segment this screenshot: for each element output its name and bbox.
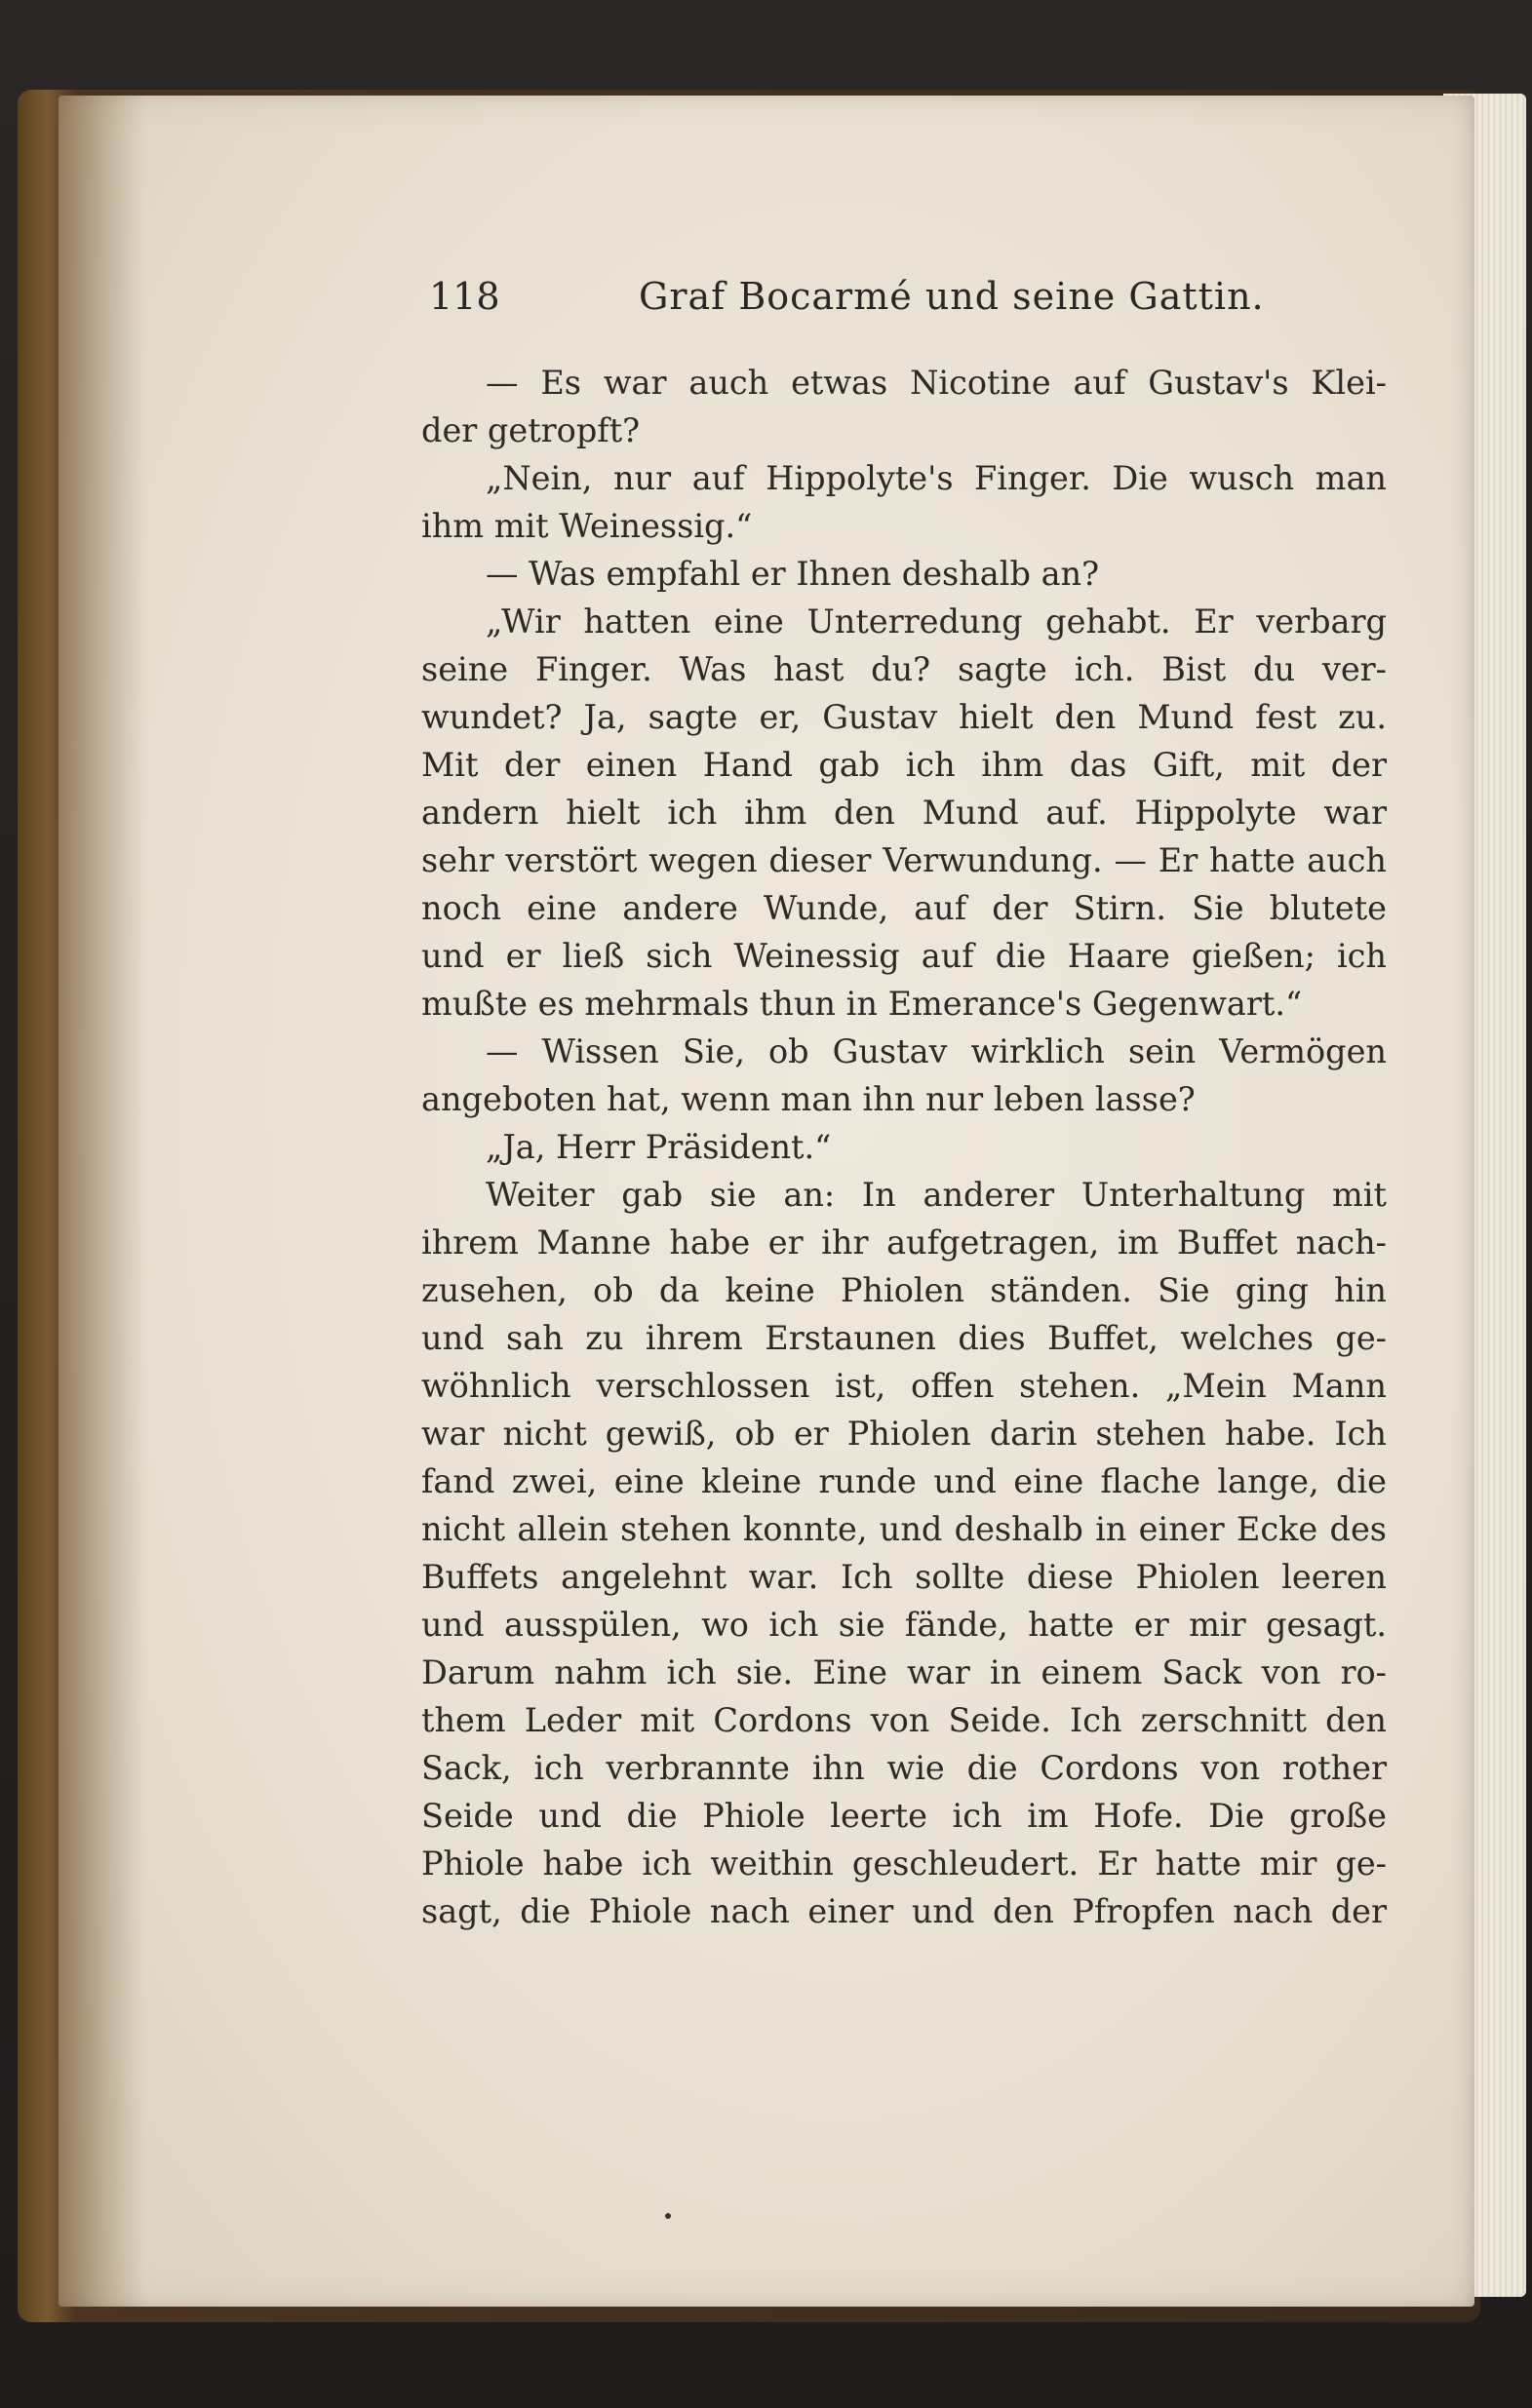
text-line: them Leder mit Cordons von Seide. Ich zerschnitt den bbox=[421, 1701, 1387, 1739]
text-line: — Wissen Sie, ob Gustav wirklich sein Vermögen bbox=[486, 1032, 1387, 1070]
text-line: zusehen, ob da keine Phiolen ständen. Sie ging hin bbox=[421, 1271, 1387, 1309]
text-line: und sah zu ihrem Erstaunen dies Buffet, welches ge- bbox=[421, 1319, 1387, 1357]
text-line: ihrem Manne habe er ihr aufgetragen, im Buffet nach- bbox=[421, 1223, 1387, 1262]
text-line: nicht allein stehen konnte, und deshalb in einer Ecke des bbox=[421, 1510, 1387, 1548]
running-title: Graf Bocarmé und seine Gattin. bbox=[639, 275, 1265, 318]
text-line: Phiole habe ich weithin geschleudert. Er hatte mir ge- bbox=[421, 1845, 1387, 1883]
text-line: seine Finger. Was hast du? sagte ich. Bist du ver- bbox=[421, 650, 1387, 688]
text-line: „Nein, nur auf Hippolyte's Finger. Die wusch man bbox=[486, 459, 1387, 497]
text-line: ihm mit Weinessig.“ bbox=[421, 507, 753, 545]
text-line: war nicht gewiß, ob er Phiolen darin stehen habe. Ich bbox=[421, 1415, 1387, 1453]
text-line: sehr verstört wegen dieser Verwundung. — Er hatte auch bbox=[421, 841, 1387, 879]
ink-speck bbox=[665, 2213, 671, 2219]
text-line: Sack, ich verbrannte ihn wie die Cordons von rother bbox=[421, 1749, 1387, 1787]
text-line: Buffets angelehnt war. Ich sollte diese Phiolen leeren bbox=[421, 1558, 1387, 1596]
text-line: der getropft? bbox=[421, 411, 641, 449]
text-line: fand zwei, eine kleine runde und eine flache lange, die bbox=[421, 1462, 1387, 1500]
text-line: — Es war auch etwas Nicotine auf Gustav's Klei- bbox=[486, 364, 1387, 402]
page-number: 118 bbox=[429, 275, 500, 318]
text-line: wöhnlich verschlossen ist, offen stehen. „Mein Mann bbox=[421, 1367, 1387, 1405]
text-line: angeboten hat, wenn man ihn nur leben lasse? bbox=[421, 1080, 1196, 1118]
text-line: Darum nahm ich sie. Eine war in einem Sack von ro- bbox=[421, 1653, 1387, 1691]
body-text bbox=[421, 359, 1387, 1935]
text-line: noch eine andere Wunde, auf der Stirn. Sie blutete bbox=[421, 889, 1387, 927]
text-line: „Ja, Herr Präsident.“ bbox=[486, 1128, 832, 1166]
text-line: wundet? Ja, sagte er, Gustav hielt den Mund fest zu. bbox=[421, 698, 1387, 736]
text-line: — Was empfahl er Ihnen deshalb an? bbox=[486, 555, 1100, 593]
page-header bbox=[429, 275, 1307, 333]
text-line: und ausspülen, wo ich sie fände, hatte er mir gesagt. bbox=[421, 1606, 1387, 1644]
text-line: sagt, die Phiole nach einer und den Pfropfen nach der bbox=[421, 1892, 1387, 1930]
text-line: mußte es mehrmals thun in Emerance's Gegenwart.“ bbox=[421, 985, 1303, 1023]
text-line: Mit der einen Hand gab ich ihm das Gift, mit der bbox=[421, 746, 1387, 784]
text-line: und er ließ sich Weinessig auf die Haare gießen; ich bbox=[421, 937, 1387, 975]
text-line: Seide und die Phiole leerte ich im Hofe. Die große bbox=[421, 1797, 1387, 1835]
text-line: Weiter gab sie an: In anderer Unterhaltung mit bbox=[486, 1176, 1387, 1214]
text-line: andern hielt ich ihm den Mund auf. Hippolyte war bbox=[421, 794, 1387, 832]
text-line: „Wir hatten eine Unterredung gehabt. Er verbarg bbox=[486, 602, 1387, 641]
